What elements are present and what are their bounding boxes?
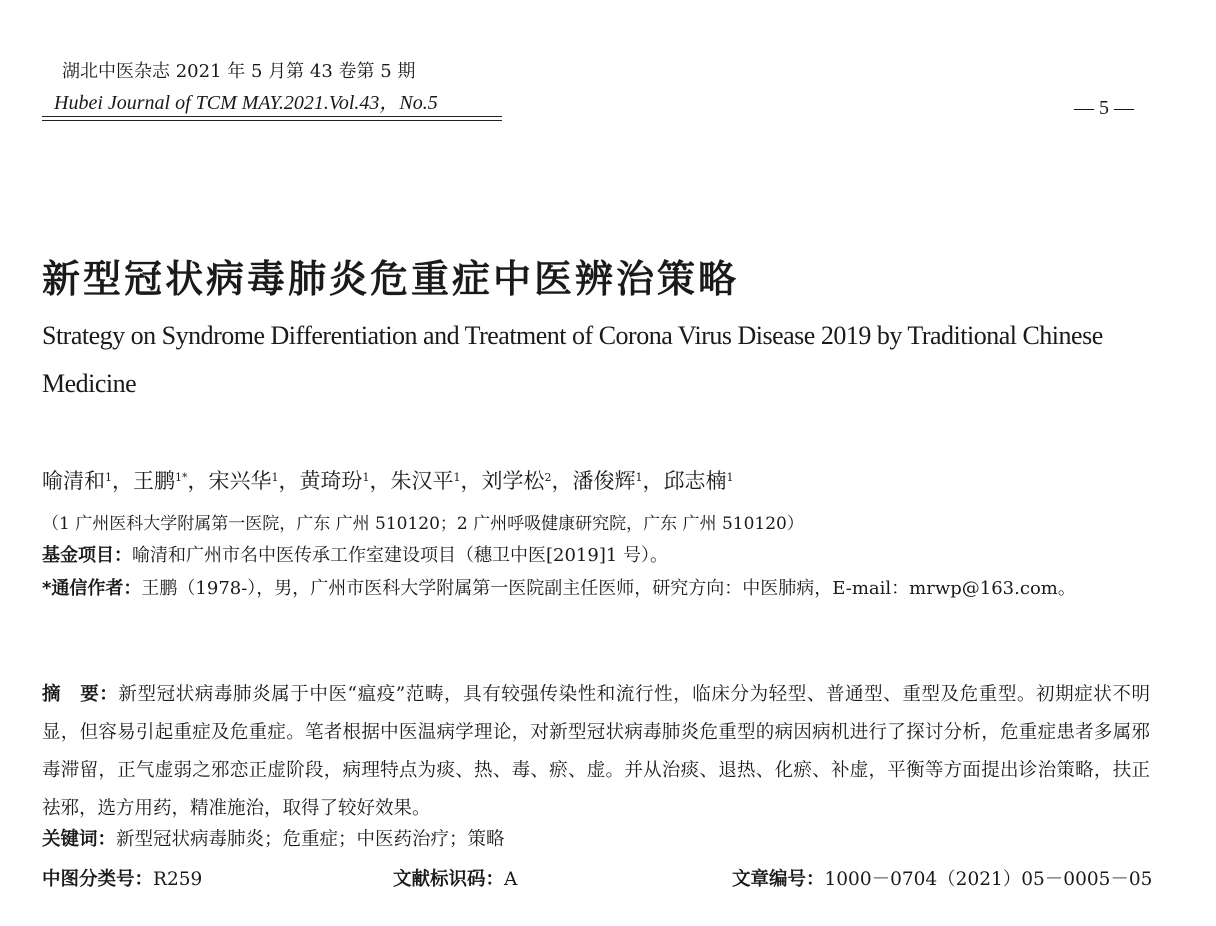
correspondence-label: *通信作者： — [42, 578, 142, 599]
author-separator: ， — [187, 469, 209, 493]
author-separator: ， — [642, 469, 664, 493]
author-name: 邱志楠 — [663, 469, 727, 493]
author-affiliation-mark: 1* — [175, 471, 188, 484]
page-number: — 5 — — [1074, 97, 1134, 119]
abstract — [42, 676, 1150, 828]
clc-number — [42, 865, 202, 891]
article-no-label: 文章编号： — [732, 869, 825, 890]
article-number — [732, 865, 1152, 891]
author-name: 潘俊辉 — [572, 469, 636, 493]
author-separator: ， — [369, 469, 391, 493]
author-affiliation-mark: 1 — [726, 471, 734, 484]
author-separator: ， — [551, 469, 573, 493]
author-name: 朱汉平 — [390, 469, 454, 493]
header-rule-top — [42, 116, 502, 117]
corresponding-author — [42, 573, 1150, 605]
clc-label: 中图分类号： — [42, 869, 154, 890]
keywords-text: 新型冠状病毒肺炎；危重症；中医药治疗；策略 — [116, 829, 505, 850]
author-name: 黄琦玢 — [299, 469, 363, 493]
affiliations: （1 广州医科大学附属第一医院，广东 广州 510120；2 广州呼吸健康研究院，广东 广州 510120） — [42, 514, 804, 534]
author-affiliation-mark: 1 — [105, 471, 112, 484]
document-code — [393, 865, 517, 891]
keywords-label: 关键词： — [42, 829, 117, 850]
author-affiliation-mark: 2 — [544, 471, 552, 484]
doc-code-label: 文献标识码： — [393, 869, 505, 890]
author-affiliation-mark: 1 — [271, 471, 279, 484]
author-separator: ， — [460, 469, 482, 493]
author-affiliation-mark: 1 — [453, 471, 461, 484]
fund-info — [42, 541, 668, 567]
correspondence-text: 王鹏（1978-），男，广州市医科大学附属第一医院副主任医师，研究方向：中医肺病，E-mail：mrwp@163.com。 — [141, 578, 1076, 599]
article-no-value: 1000－0704（2021）05－0005－05 — [824, 869, 1153, 890]
author-affiliation-mark: 1 — [635, 471, 643, 484]
journal-header-cn: 湖北中医杂志 2021 年 5 月第 43 卷第 5 期 — [62, 61, 416, 82]
author-separator: ， — [112, 469, 133, 493]
author-separator: ， — [278, 469, 300, 493]
author-name: 喻清和 — [42, 469, 105, 493]
author-affiliation-mark: 1 — [362, 471, 370, 484]
author-name: 刘学松 — [481, 469, 545, 493]
doc-code-value: A — [504, 869, 518, 890]
fund-text: 喻清和广州市名中医传承工作室建设项目（穗卫中医[2019]1 号）。 — [132, 545, 669, 566]
abstract-label: 摘 要： — [42, 684, 119, 705]
abstract-text: 新型冠状病毒肺炎属于中医“瘟疫”范畴，具有较强传染性和流行性，临床分为轻型、普通型、重型及危重型。初期症状不明显，但容易引起重症及危重症。笔者根据中医温病学理论，对新型冠状病毒肺炎危重型的病因病机进行了探讨分析，危重症患者多属邪毒滞留，正气虚弱之邪恋正虚阶段，病理特点为痰、热、毒、瘀、虚。并从治痰、退热、化瘀、补虚，平衡等方面提出诊治策略，扶正祛邪，选方用药，精准施治，取得了较好效果。 — [42, 684, 1150, 819]
clc-value: R259 — [153, 869, 203, 890]
author-list — [42, 465, 734, 495]
author-name: 宋兴华 — [208, 469, 272, 493]
fund-label: 基金项目： — [42, 545, 132, 566]
keywords — [42, 825, 505, 851]
header-rule-bottom — [42, 120, 502, 121]
paper-title-en: Strategy on Syndrome Differentiation and Treatment of Corona Virus Disease 2019 by Traditional Chinese Medicine — [42, 321, 1103, 398]
paper-title-cn: 新型冠状病毒肺炎危重症中医辨治策略 — [42, 257, 740, 301]
author-name: 王鹏 — [133, 469, 175, 493]
journal-header-en: Hubei Journal of TCM MAY.2021.Vol.43，No.5 — [54, 92, 438, 114]
